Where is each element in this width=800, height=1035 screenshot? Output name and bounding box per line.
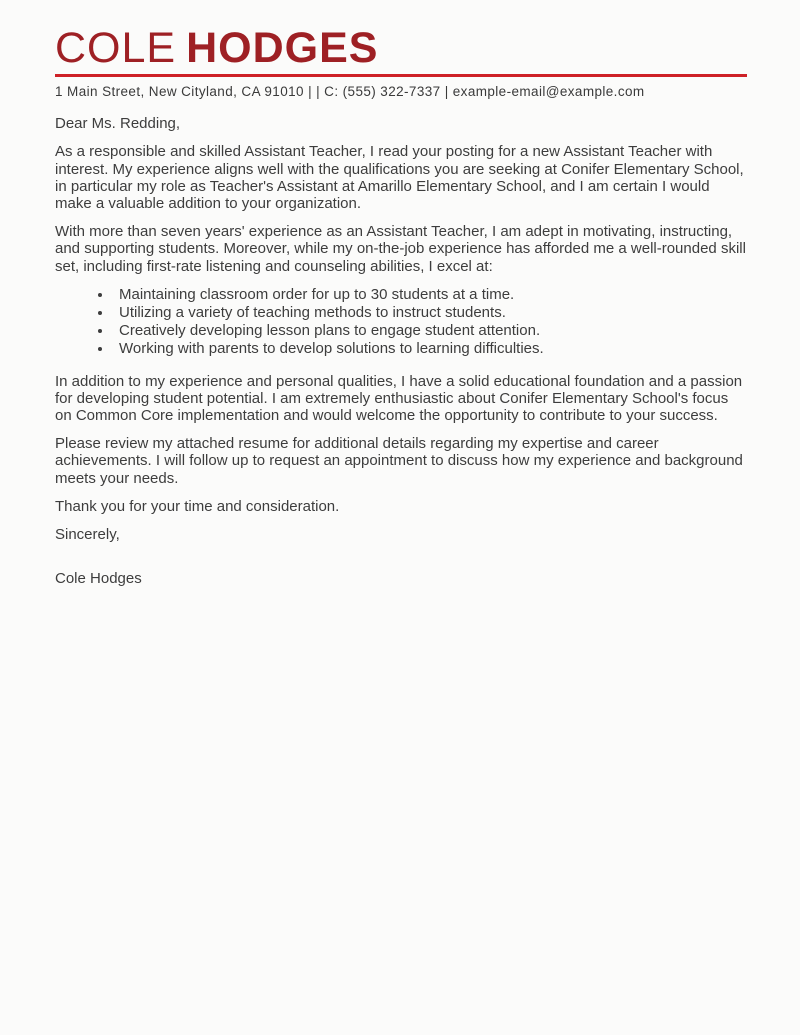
- skill-item: • Creatively developing lesson plans to engage student attention.: [113, 322, 749, 339]
- salutation: Dear Ms. Redding,: [55, 115, 181, 133]
- paragraph-experience: With more than seven years' experience as an Assistant Teacher, I am adept in motivating, instructing, and supporting students. Moreover, while my on-the-job experience has afforded me a well-rounded skill set, including first-rate listening and counseling abilities, I excel at:: [55, 223, 746, 275]
- thanks-line: Thank you for your time and consideration.: [55, 497, 340, 515]
- candidate-first-name: COLE: [55, 24, 177, 72]
- letter-body: [55, 115, 749, 587]
- candidate-name: [55, 26, 745, 71]
- contact-line: 1 Main Street, New Cityland, CA 91010 | | C: (555) 322-7337 | example-email@example.com: [55, 84, 645, 100]
- skill-item: • Maintaining classroom order for up to 30 students at a time.: [113, 286, 749, 303]
- header-rule: [55, 74, 747, 77]
- closing: Sincerely,: [55, 526, 120, 543]
- paragraph-education: In addition to my experience and personal qualities, I have a solid educational foundation and a passion for developing student potential. I am extremely enthusiastic about Conifer Elementary School's focus on Common Core implementation and would welcome the opportunity to contribute to your success.: [55, 372, 743, 424]
- skill-item: • Utilizing a variety of teaching methods to instruct students.: [113, 304, 749, 321]
- skill-item: • Working with parents to develop solutions to learning difficulties.: [113, 340, 749, 357]
- paragraph-follow-up: Please review my attached resume for additional details regarding my expertise and career achievements. I will follow up to request an appointment to discuss how my experience and background meets your needs.: [55, 435, 743, 487]
- candidate-last-name: HODGES: [186, 24, 379, 72]
- paragraph-intro: As a responsible and skilled Assistant Teacher, I read your posting for a new Assistant Teacher with interest. My experience aligns well with the qualifications you are seeking at Conifer Elementary School, in particular my role as Teacher's Assistant at Amarillo Elementary School, and I am certain I would make a valuable addition to your organization.: [55, 143, 744, 212]
- skills-list: [55, 286, 749, 358]
- signature: Cole Hodges: [55, 570, 142, 588]
- letterhead: [55, 26, 745, 99]
